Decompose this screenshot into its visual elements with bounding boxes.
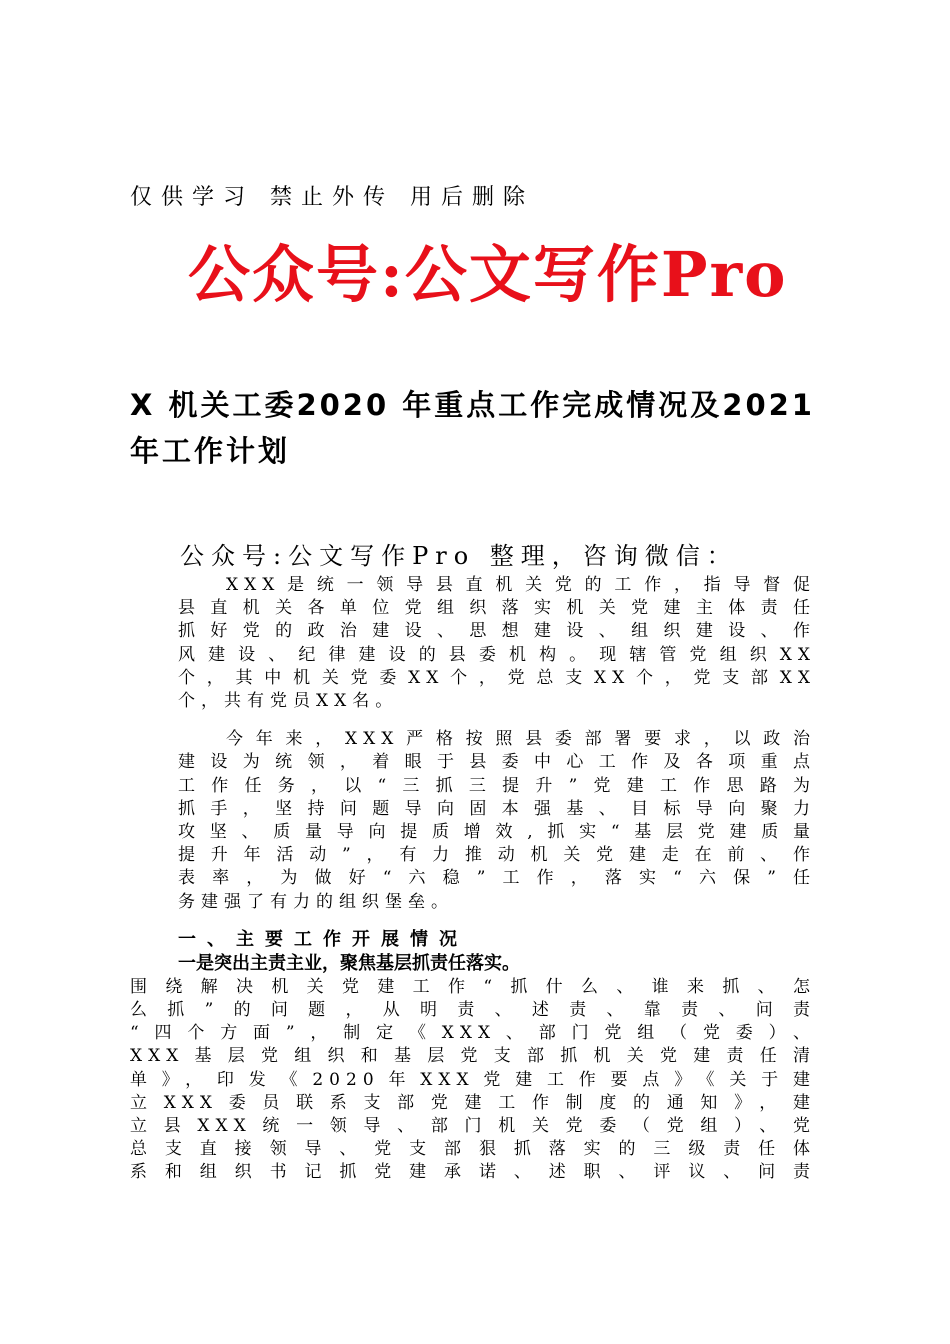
text-line: XXX是统一领导县直机关党的工作，指导督促 <box>226 575 816 595</box>
paragraph-overview <box>130 728 816 914</box>
text-line: 务建强了有力的组织堡垒。 <box>178 891 454 912</box>
text-line: 攻坚、质量导向提质增效,抓实“基层党建质量 <box>178 822 816 843</box>
section-heading: 一、主要工作开展情况 <box>178 928 468 950</box>
text-line: 个，其中机关党委XX个，党总支XX个，党支部XX <box>178 667 816 688</box>
text-line: 表率，为做好“六稳”工作，落实“六保”任 <box>178 868 816 889</box>
text-line: 县直机关各单位党组织落实机关党建主体责任 <box>178 598 816 619</box>
text-line: 围绕解决机关党建工作“抓什么、谁来抓、怎 <box>130 976 816 997</box>
notice-text: 仅供学习 禁止外传 用后删除 <box>130 185 534 210</box>
text-line: 单》，印发《2020年XXX党建工作要点》《关于建 <box>130 1069 816 1090</box>
text-line: 抓手，坚持问题导向固本强基、目标导向聚力 <box>178 798 816 819</box>
text-line: 建设为统领，着眼于县委中心工作及各项重点 <box>178 752 816 773</box>
text-line: 总支直接领导、党支部狠抓落实的三级责任体 <box>130 1139 816 1160</box>
text-line: 立县XXX统一领导、部门机关党委（党组）、党 <box>130 1116 816 1137</box>
paragraph-responsibility <box>130 976 816 1185</box>
text-line: 系和组织书记抓党建承诺、述职、评议、问责 <box>130 1162 816 1183</box>
paragraph-intro <box>130 574 816 713</box>
text-line: 工作任务，以“三抓三提升”党建工作思路为 <box>178 775 816 796</box>
document-body <box>130 574 816 1185</box>
text-line: 今年来，XXX严格按照县委部署要求，以政治 <box>226 729 816 750</box>
text-line: 抓好党的政治建设、思想建设、组织建设、作 <box>178 621 816 642</box>
text-line: “四个方面”，制定《XXX、部门党组（党委）、 <box>130 1023 816 1044</box>
text-line: 么抓”的问题，从明责、述责、靠责、问责 <box>130 1000 816 1021</box>
text-line: 立XXX委员联系支部党建工作制度的通知》，建 <box>130 1092 816 1113</box>
text-line: 风建设、纪律建设的县委机构。现辖管党组织XX <box>178 644 816 665</box>
publisher-line: 公众号:公文写作Pro 整理，咨询微信： <box>180 542 738 570</box>
sub-heading: 一是突出主责主业，聚焦基层抓责任落实。 <box>178 952 520 974</box>
brand-watermark: 公众号:公文写作Pro <box>188 238 788 311</box>
text-line: 个，共有党员XX名。 <box>178 691 399 712</box>
document-title: X 机关工委2020 年重点工作完成情况及2021 年工作计划 <box>130 388 815 468</box>
text-line: XXX基层党组织和基层党支部抓机关党建责任清 <box>130 1046 816 1067</box>
text-line: 提升年活动”，有力推动机关党建走在前、作 <box>178 845 816 866</box>
